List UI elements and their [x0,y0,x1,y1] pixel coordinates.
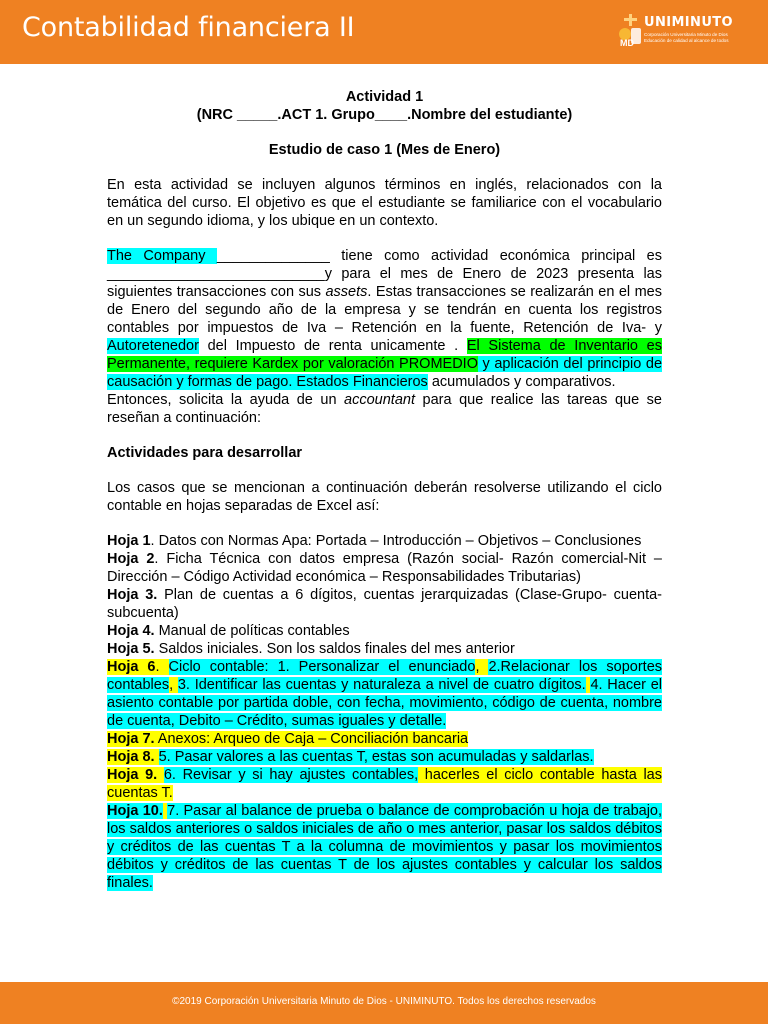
hoja-4: Hoja 4. Manual de políticas contables [107,623,350,639]
footer-bar [0,982,768,1024]
doc-title: Actividad 1 [345,89,424,105]
course-title: Contabilidad financiera II [22,12,355,43]
header-bar [0,0,768,64]
hoja-2: Hoja 2. Ficha Técnica con datos empresa (Razón social- Razón comercial-Nit – Dirección – Código Actividad económica – Responsabilidades Tributarias) [107,551,662,585]
logo-subtitle: Corporación Universitaria Minuto de Dios Educación de calidad al alcance de todos [644,32,729,43]
hoja-1: Hoja 1. Datos con Normas Apa: Portada – Introducción – Objetivos – Conclusiones [107,533,642,549]
hoja-3: Hoja 3. Plan de cuentas a 6 dígitos, cuentas jerarquizadas (Clase-Grupo- cuenta-subcuenta) [107,587,663,621]
hoja-8: Hoja 8. 5. Pasar valores a las cuentas T, estas son acumuladas y saldarlas. [107,749,594,765]
logo-name: UNIMINUTO [644,15,734,30]
document-body [107,88,662,892]
copyright-text: ©2019 Corporación Universitaria Minuto de Dios - UNIMINUTO. Todos los derechos reservados [172,996,596,1007]
hoja-9: Hoja 9. 6. Revisar y si hay ajustes contables, hacerles el ciclo contable hasta las cuentas T. [107,767,662,801]
hoja-10: Hoja 10. 7. Pasar al balance de prueba o balance de comprobación u hoja de trabajo, los saldos anteriores o saldos iniciales de año o mes anterior, pasar los saldos débitos y créditos de las cuentas T a la columna de movimientos y pasar los movimientos débitos y créditos de las cuentas T de los ajustes contables y calcular los saldos finales. [107,803,663,891]
intro-paragraph: En esta actividad se incluyen algunos términos en inglés, relacionados con la temática del curso. El objetivo es que el estudiante se familiarice con el vocabulario en un segundo idioma, y los ubique en un contexto. [107,177,662,229]
hoja-5: Hoja 5. Saldos iniciales. Son los saldos finales del mes anterior [107,641,515,657]
logo-mark-icon [617,14,645,48]
company-paragraph: The Company ______________ tiene como actividad económica principal es ___________________________y para el mes de Enero de 2023 presenta las siguientes transacciones con sus assets. Estas transacciones se realizarán en el mes de Enero del segundo año de la empresa y se tendrán en cuenta los registros contables por impuestos de Iva – Retención en la fuente, Retención de Iva- y Autoretenedor del Impuesto de renta unicamente . El Sistema de Inventario es Permanente, requiere Kardex por valoración PROMEDIO y aplicación del principio de causación y formas de pago. Estados Financieros acumulados y comparativos. [107,248,663,390]
accountant-paragraph: Entonces, solicita la ayuda de un accountant para que realice las tareas que se reseñan a continuación: [107,392,662,426]
hoja-7: Hoja 7. Anexos: Arqueo de Caja – Conciliación bancaria [107,731,469,747]
doc-subtitle: (NRC _____.ACT 1. Grupo____.Nombre del estudiante) [196,107,573,123]
hoja-6: Hoja 6. Ciclo contable: 1. Personalizar el enunciado, 2.Relacionar los soportes contables, 3. Identificar las cuentas y naturaleza a nivel de cuatro dígitos. 4. Hacer el asiento contable por partida doble, con fecha, movimiento, código de cuenta, nombre de cuenta, Debito – Crédito, sumas iguales y detalle. [107,659,663,729]
svg-text:MD: MD [620,38,634,48]
activities-heading: Actividades para desarrollar [107,445,303,461]
case-title: Estudio de caso 1 (Mes de Enero) [268,142,501,158]
uniminuto-logo [617,12,742,54]
activities-intro: Los casos que se mencionan a continuación deberán resolverse utilizando el ciclo contable en hojas separadas de Excel así: [107,480,662,514]
